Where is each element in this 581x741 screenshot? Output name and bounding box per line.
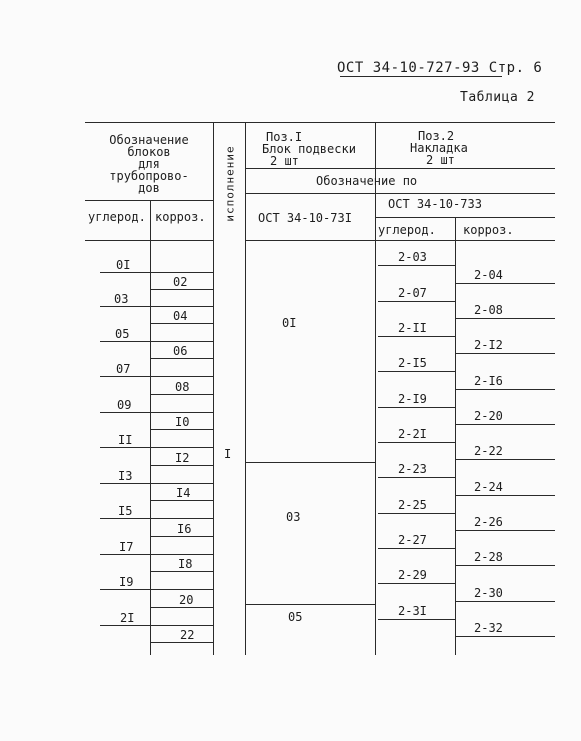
row-line (150, 289, 213, 290)
left-header-line: дов (138, 181, 160, 195)
pos2-line: Поз.2 (418, 129, 455, 143)
pos2-carbon-code: 2-23 (398, 462, 427, 476)
pos2-carbon-code: 2-25 (398, 498, 427, 512)
carbon-block-code: I3 (118, 469, 133, 483)
row-line (455, 601, 555, 602)
table-top-border (85, 122, 555, 123)
left-header-line: трубопрово- (109, 169, 189, 183)
row-line (100, 272, 213, 273)
row-line (455, 283, 555, 284)
designation-divider (245, 193, 555, 194)
row-line (150, 394, 213, 395)
pos1-header (262, 131, 356, 167)
pos1-divider-1 (245, 462, 375, 463)
pos2-corr-code: 2-24 (474, 480, 503, 494)
row-line (378, 477, 455, 478)
carbon-block-code: 05 (115, 327, 130, 341)
row-line (100, 589, 213, 590)
corr-block-code: 20 (179, 593, 194, 607)
pos2-carbon-code: 2-I9 (398, 392, 427, 406)
row-line (378, 407, 455, 408)
row-line (378, 442, 455, 443)
row-line (150, 358, 213, 359)
row-line (455, 353, 555, 354)
pos2-corr-code: 2-08 (474, 303, 503, 317)
header-underline (340, 76, 502, 77)
row-line (378, 583, 455, 584)
pos2-corr-code: 2-I6 (474, 374, 503, 388)
corr-block-code: 06 (173, 344, 188, 358)
carbon-block-code: I5 (118, 504, 133, 518)
corr-block-code: 08 (175, 380, 190, 394)
row-line (150, 536, 213, 537)
pos2-header (410, 130, 468, 166)
pos2-carbon-code: 2-I5 (398, 356, 427, 370)
pos1-pos2-separator (375, 193, 376, 655)
pos1-value: 05 (288, 610, 303, 624)
exec-value: I (224, 447, 232, 461)
pos2-corr-code: 2-22 (474, 444, 503, 458)
corr-block-code: 02 (173, 275, 188, 289)
row-line (100, 625, 213, 626)
corr-block-code: 04 (173, 309, 188, 323)
pos2-carbon-code: 2-2I (398, 427, 427, 441)
left-col-separator (150, 200, 151, 655)
pos2-corr-code: 2-30 (474, 586, 503, 600)
pos2-corr-code: 2-32 (474, 621, 503, 635)
pos1-value: 0I (282, 316, 297, 330)
corr-block-code: I2 (175, 451, 190, 465)
row-line (100, 483, 213, 484)
pos2-line: Накладка (410, 141, 468, 155)
row-line (455, 424, 555, 425)
pos2-col-header-corrosion: корроз. (463, 223, 514, 237)
row-line (378, 548, 455, 549)
row-line (150, 429, 213, 430)
row-line (100, 376, 213, 377)
pos2-corr-code: 2-04 (474, 268, 503, 282)
right-header-bottom (245, 240, 555, 241)
pos2-carbon-code: 2-II (398, 321, 427, 335)
carbon-block-code: 09 (117, 398, 132, 412)
corr-block-code: I6 (177, 522, 192, 536)
pos2-corr-code: 2-26 (474, 515, 503, 529)
row-line (100, 341, 213, 342)
carbon-block-code: 2I (120, 611, 135, 625)
carbon-block-code: II (118, 433, 133, 447)
row-line (455, 495, 555, 496)
carbon-block-code: 07 (116, 362, 131, 376)
carbon-block-code: I9 (119, 575, 134, 589)
pos2-carbon-code: 2-03 (398, 250, 427, 264)
corr-block-code: I4 (176, 486, 191, 500)
row-line (378, 301, 455, 302)
col-header-carbon: углерод. (88, 210, 146, 224)
pos-header-divider (245, 168, 555, 169)
row-line (455, 636, 555, 637)
row-line (378, 619, 455, 620)
pos2-col-header-carbon: углерод. (378, 223, 436, 237)
ost-pos2: ОСТ 34-10-733 (388, 197, 482, 211)
row-line (378, 336, 455, 337)
row-line (150, 571, 213, 572)
exec-col-right (245, 122, 246, 655)
pos1-line: 2 шт (270, 154, 299, 168)
pos2-line: 2 шт (426, 153, 455, 167)
row-line (150, 323, 213, 324)
row-line (378, 371, 455, 372)
carbon-block-code: 03 (114, 292, 129, 306)
row-line (100, 447, 213, 448)
pos2-corr-code: 2-20 (474, 409, 503, 423)
row-line (100, 412, 213, 413)
ost-pos1: ОСТ 34-10-73I (258, 211, 352, 225)
pos2-carbon-code: 2-3I (398, 604, 427, 618)
corr-block-code: I0 (175, 415, 190, 429)
document-code-header: ОСТ 34-10-727-93 Стр. 6 (337, 60, 543, 76)
table-title: Таблица 2 (460, 90, 535, 105)
left-header-line: блоков (127, 145, 171, 159)
row-line (150, 500, 213, 501)
ost2-divider (375, 217, 555, 218)
row-line (455, 318, 555, 319)
corr-block-code: I8 (178, 557, 193, 571)
pos2-corr-code: 2-28 (474, 550, 503, 564)
carbon-block-code: I7 (119, 540, 134, 554)
left-header-divider (85, 200, 213, 201)
left-header-bottom (85, 240, 213, 241)
row-line (100, 554, 213, 555)
row-line (455, 530, 555, 531)
row-line (150, 607, 213, 608)
row-line (455, 389, 555, 390)
exec-col-left (213, 122, 214, 655)
pos1-divider-2 (245, 604, 375, 605)
row-line (100, 518, 213, 519)
carbon-block-code: 0I (116, 258, 131, 272)
left-header-line: Обозначение (109, 133, 189, 147)
corr-block-code: 22 (180, 628, 195, 642)
pos2-carbon-code: 2-29 (398, 568, 427, 582)
row-line (378, 513, 455, 514)
pos2-carbon-code: 2-27 (398, 533, 427, 547)
row-line (455, 459, 555, 460)
pos1-line: Поз.I (266, 130, 303, 144)
left-header-line: для (138, 157, 160, 171)
pos1-value: 03 (286, 510, 301, 524)
row-line (455, 565, 555, 566)
row-line (150, 465, 213, 466)
pos2-carbon-code: 2-07 (398, 286, 427, 300)
pos2-corr-code: 2-I2 (474, 338, 503, 352)
pos1-line: Блок подвески (262, 142, 356, 156)
row-line (378, 265, 455, 266)
exec-header: исполнение (223, 145, 237, 222)
row-line (150, 642, 213, 643)
col-header-corrosion: корроз. (155, 210, 206, 224)
row-line (100, 306, 213, 307)
designation-label: Обозначение по (316, 174, 418, 188)
left-header-title (88, 134, 210, 194)
